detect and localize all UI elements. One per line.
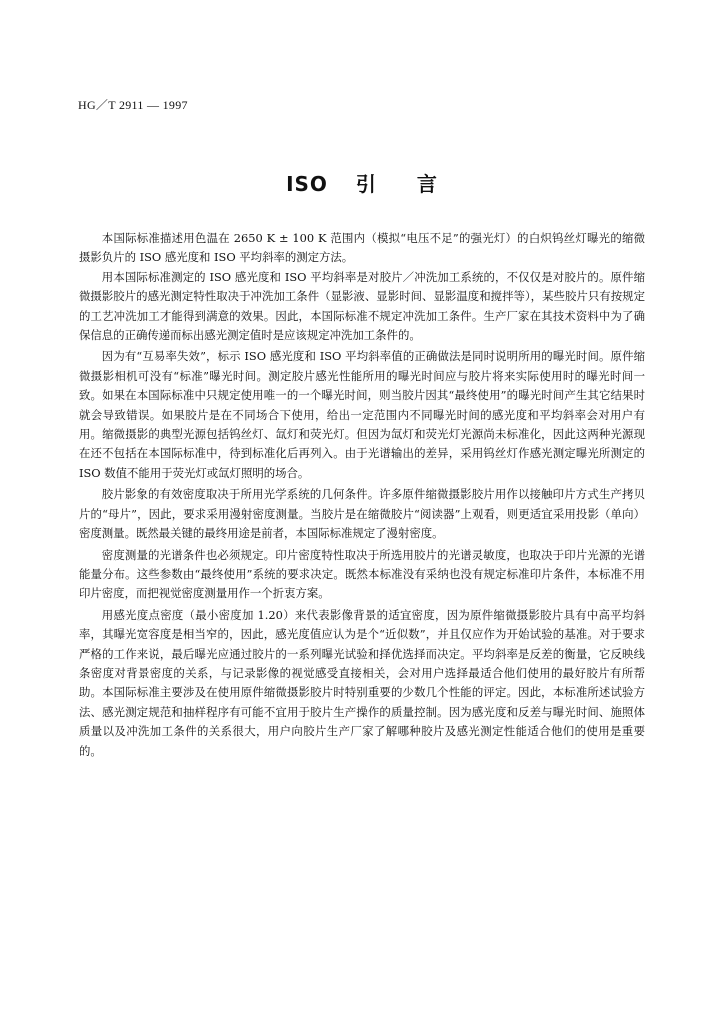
paragraph: 用感光度点密度（最小密度加 1.20）来代表影像背景的适宜密度，因为原件缩微摄影胶片具有中高平均斜率，其曝光宽容度是相当窄的，因此，感光度值应认为是个“近似数”，并且仅应作为开始试验的基准。对于要求严格的工作来说，最后曝光应通过胶片的一系列曝光试验和择优选择而决定。平均斜率是反差的衡量，它反映线条密度对背景密度的关系，与记录影像的视觉感受直接相关，会对用户选择最适合他们使用的最好胶片有所帮助。本国际标准主要涉及在使用原件缩微摄影胶片时特别重要的少数几个性能的评定。因此，本标准所述试验方法、感光测定规范和抽样程序有可能不宜用于胶片生产操作的质量控制。因为感光度和反差与曝光时间、施照体质量以及冲洗加工条件的关系很大，用户向胶片生产厂家了解哪种胶片及感光测定性能适合他们的使用是重要的。 — [79, 607, 645, 758]
paragraph: 胶片影象的有效密度取决于所用光学系统的几何条件。许多原件缩微摄影胶片用作以接触印片方式生产拷贝片的“母片”，因此，要求采用漫射密度测量。当胶片是在缩微胶片“阅读器”上观看，则更适宜采用投影（单向）密度测量。既然最关键的最终用途是前者，本国际标准规定了漫射密度。 — [79, 487, 645, 541]
standard-code-header: HG／T 2911 — 1997 — [78, 98, 188, 112]
paragraph: 密度测量的光谱条件也必须规定。印片密度特性取决于所选用胶片的光谱灵敏度，也取决于印片光源的光谱能量分布。这些参数由“最终使用”系统的要求决定。既然本标准没有采纳也没有规定标准印片条件，本标准不用印片密度，而把视觉密度测量用作一个折衷方案。 — [79, 547, 645, 601]
title-yan: 言 — [416, 172, 438, 196]
paragraph: 因为有“互易率失效”，标示 ISO 感光度和 ISO 平均斜率值的正确做法是同时说明所用的曝光时间。原件缩微摄影相机可没有“标准”曝光时间。测定胶片感光性能所用的曝光时间应与胶片将来实际使用时的曝光时间一致。如果在本国际标准中只规定使用唯一的一个曝光时间，则当胶片因其“最终使用”的曝光时间产生其它结果时就会导致错误。如果胶片是在不同场合下使用，给出一定范围内不同曝光时间的感光度和平均斜率会对用户有用。缩微摄影的典型光源包括钨丝灯、氙灯和荧光灯。但因为氙灯和荧光灯光源尚未标准化，因此这两种光源现在还不包括在本国际标准中，待到标准化后再列入。由于光谱输出的差异，采用钨丝灯作感光测定曝光所测定的 ISO 数值不能用于荧光灯或氙灯照明的场合。 — [79, 349, 645, 480]
paragraph: 用本国际标准测定的 ISO 感光度和 ISO 平均斜率是对胶片／冲洗加工系统的，不仅仅是对胶片的。原件缩微摄影胶片的感光测定特性取决于冲洗加工条件（显影液、显影时间、显影温度和搅拌等），某些胶片只有按规定的工艺冲洗加工才能得到满意的效果。因此，本国际标准不规定冲洗加工条件。生产厂家在其技术资料中为了确保信息的正确传递而标出感光测定值时是应该规定冲洗加工条件的。 — [79, 269, 645, 343]
page-title — [0, 168, 724, 197]
title-iso: ISO — [286, 172, 328, 196]
title-yin: 引 — [355, 172, 377, 196]
paragraph: 本国际标准描述用色温在 2650 K ± 100 K 范围内（模拟“电压不足”的强光灯）的白炽钨丝灯曝光的缩微摄影负片的 ISO 感光度和 ISO 平均斜率的测定方法。 — [79, 231, 645, 265]
introduction-body — [79, 229, 645, 763]
